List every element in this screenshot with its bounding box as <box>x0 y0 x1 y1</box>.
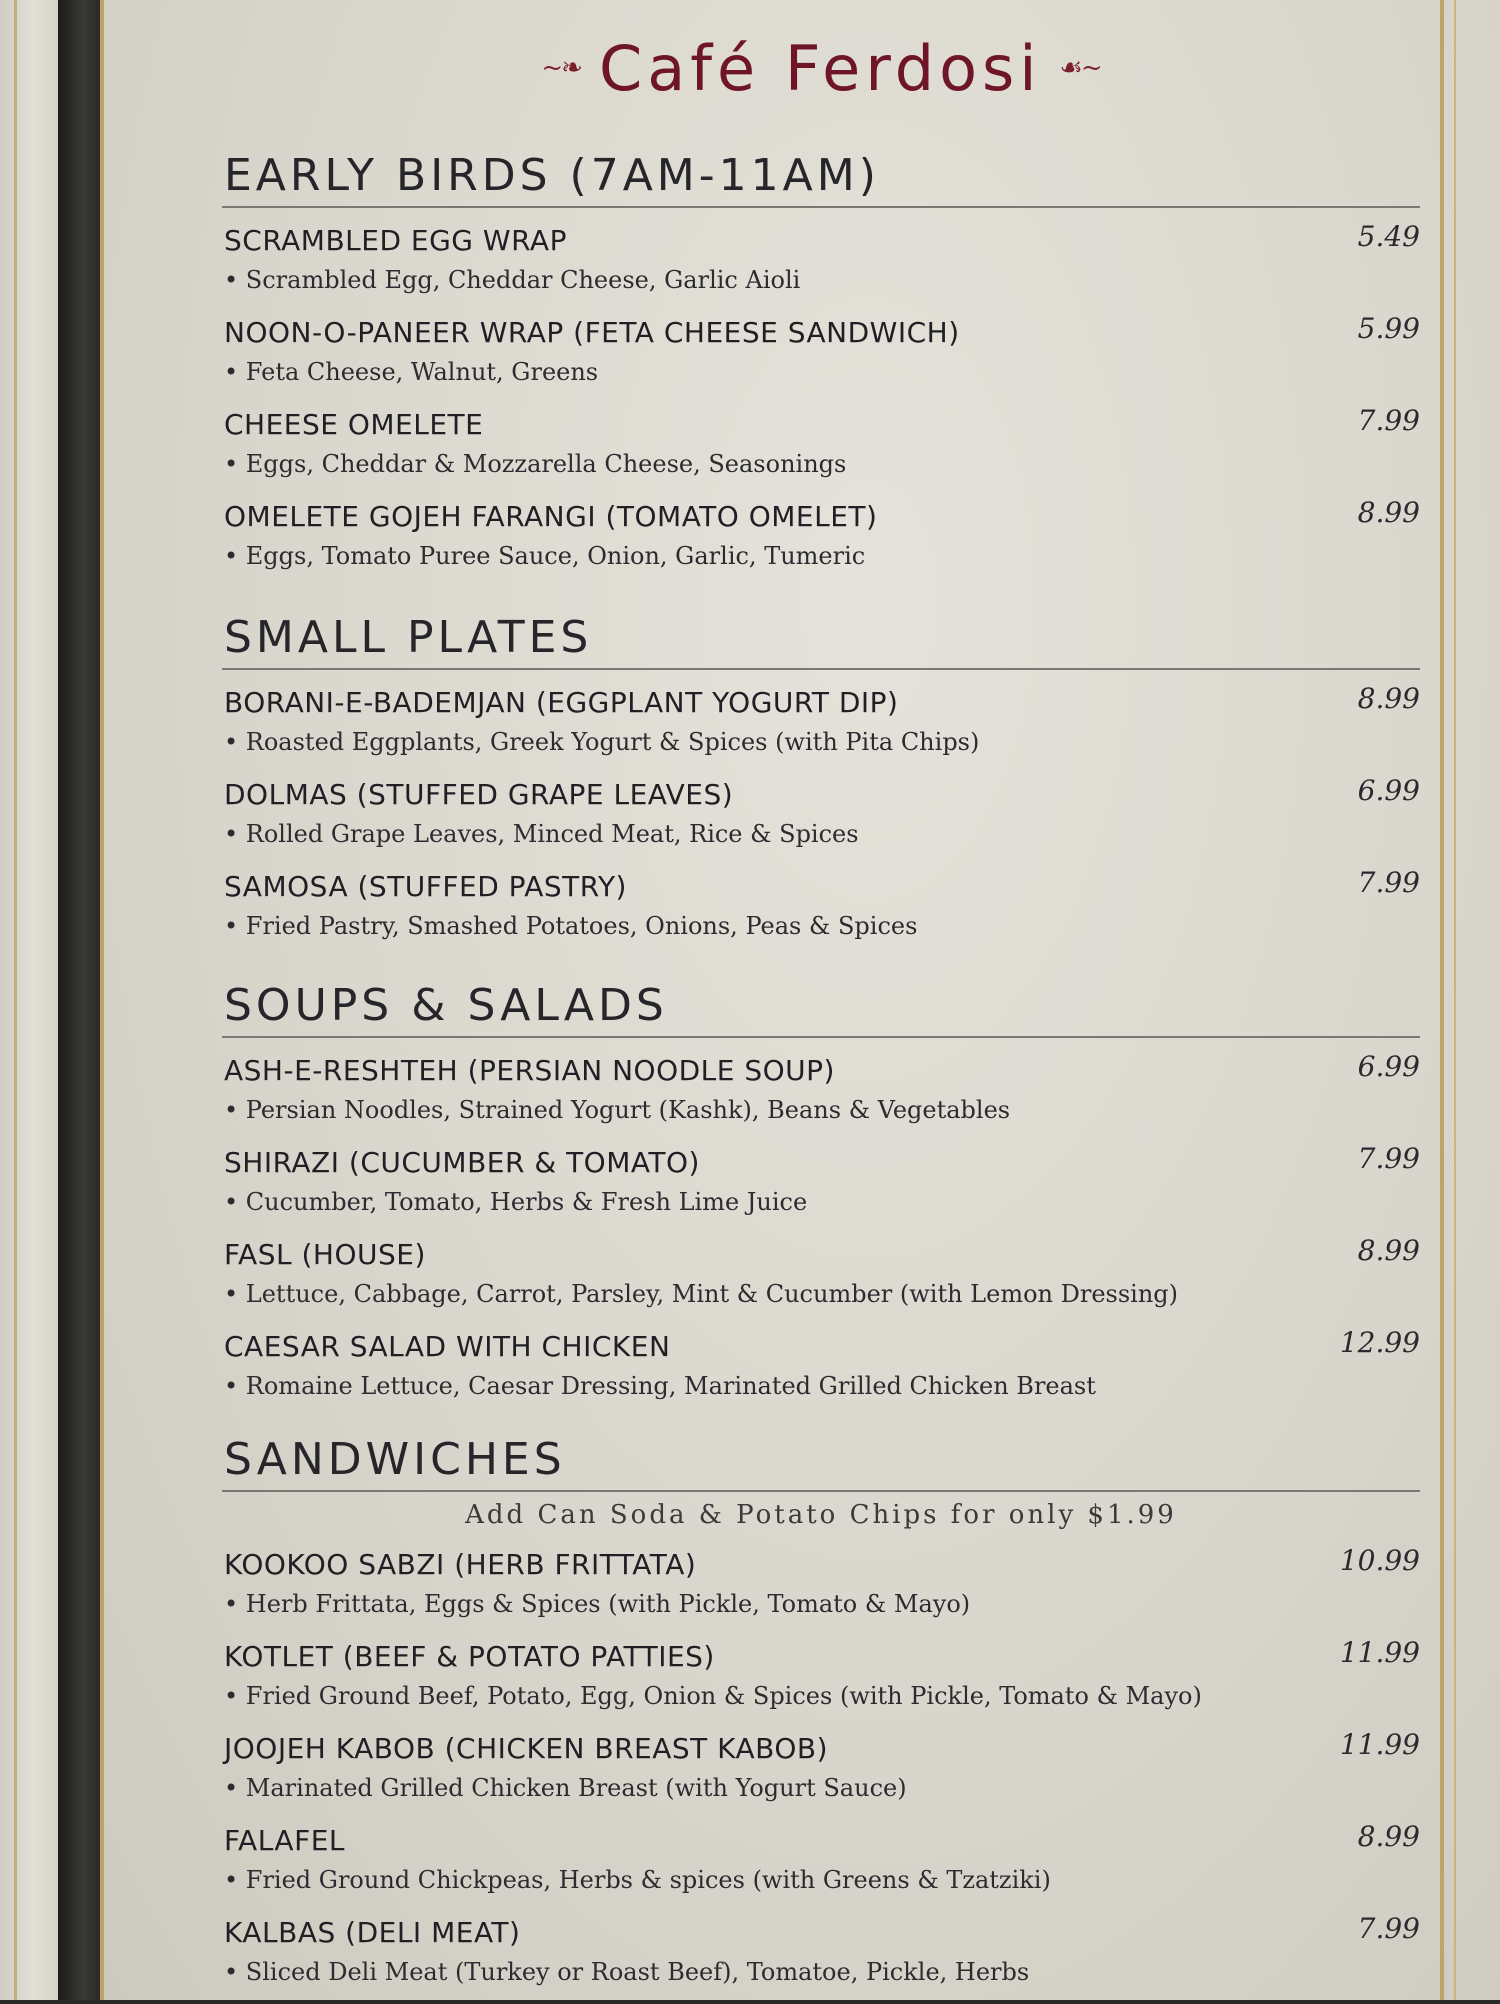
item-price: 5.99 <box>1357 312 1420 345</box>
item-name: CAESAR SALAD WITH CHICKEN <box>224 1330 671 1363</box>
section-heading: SOUPS & SALADS <box>224 980 668 1031</box>
menu-item <box>222 774 1420 866</box>
item-description: • Fried Ground Beef, Potato, Egg, Onion & Spices (with Pickle, Tomato & Mayo) <box>224 1682 1202 1710</box>
menu-section <box>222 978 1420 1418</box>
item-price: 12.99 <box>1339 1326 1420 1359</box>
page-border-left <box>100 0 104 2000</box>
cafe-title: Café Ferdosi <box>598 31 1042 105</box>
section-heading: SANDWICHES <box>224 1434 566 1485</box>
section-heading: SMALL PLATES <box>224 612 593 663</box>
item-price: 6.99 <box>1357 774 1420 807</box>
item-name: FASL (HOUSE) <box>224 1238 426 1271</box>
menu-spine <box>58 0 100 2000</box>
page-border-right <box>1440 0 1444 2000</box>
item-name: ASH-E-RESHTEH (PERSIAN NOODLE SOUP) <box>224 1054 835 1087</box>
right-flourish-icon: ☙~ <box>1059 53 1101 83</box>
item-price: 6.99 <box>1357 1050 1420 1083</box>
item-description: • Feta Cheese, Walnut, Greens <box>224 358 599 386</box>
item-name: KOTLET (BEEF & POTATO PATTIES) <box>224 1640 715 1673</box>
menu-section <box>222 610 1420 958</box>
item-name: SHIRAZI (CUCUMBER & TOMATO) <box>224 1146 700 1179</box>
item-description: • Eggs, Tomato Puree Sauce, Onion, Garlic, Tumeric <box>224 542 866 570</box>
section-divider <box>222 1036 1420 1038</box>
menu-item <box>222 866 1420 958</box>
item-name: CHEESE OMELETE <box>224 408 484 441</box>
menu-item <box>222 1050 1420 1142</box>
menu-item <box>222 404 1420 496</box>
page-border-right-inner <box>1454 0 1456 2000</box>
item-name: KALBAS (DELI MEAT) <box>224 1916 521 1949</box>
item-name: SAMOSA (STUFFED PASTRY) <box>224 870 627 903</box>
menu-page <box>100 0 1500 2000</box>
item-name: JOOJEH KABOB (CHICKEN BREAST KABOB) <box>224 1732 829 1765</box>
item-description: • Scrambled Egg, Cheddar Cheese, Garlic Aioli <box>224 266 801 294</box>
item-price: 7.99 <box>1357 404 1420 437</box>
item-description: • Cucumber, Tomato, Herbs & Fresh Lime Juice <box>224 1188 808 1216</box>
item-price: 7.99 <box>1357 866 1420 899</box>
item-name: FALAFEL <box>224 1824 345 1857</box>
item-price: 5.49 <box>1357 220 1420 253</box>
item-description: • Romaine Lettuce, Caesar Dressing, Marinated Grilled Chicken Breast <box>224 1372 1096 1400</box>
item-description: • Persian Noodles, Strained Yogurt (Kashk), Beans & Vegetables <box>224 1096 1011 1124</box>
item-name: KOOKOO SABZI (HERB FRITTATA) <box>224 1548 697 1581</box>
menu-item <box>222 496 1420 588</box>
item-description: • Lettuce, Cabbage, Carrot, Parsley, Mint & Cucumber (with Lemon Dressing) <box>224 1280 1179 1308</box>
item-description: • Sliced Deli Meat (Turkey or Roast Beef), Tomatoe, Pickle, Herbs <box>224 1958 1030 1986</box>
item-price: 8.99 <box>1357 1234 1420 1267</box>
menu-item <box>222 312 1420 404</box>
item-description: • Rolled Grape Leaves, Minced Meat, Rice & Spices <box>224 820 859 848</box>
item-price: 11.99 <box>1339 1636 1420 1669</box>
item-description: • Herb Frittata, Eggs & Spices (with Pickle, Tomato & Mayo) <box>224 1590 971 1618</box>
section-divider <box>222 206 1420 208</box>
item-name: OMELETE GOJEH FARANGI (TOMATO OMELET) <box>224 500 878 533</box>
menu-item <box>222 1636 1420 1728</box>
menu-content <box>222 0 1420 2000</box>
section-divider <box>222 668 1420 670</box>
menu-item <box>222 1234 1420 1326</box>
item-name: BORANI-E-BADEMJAN (EGGPLANT YOGURT DIP) <box>224 686 899 719</box>
menu-item <box>222 1728 1420 1820</box>
adjacent-page <box>0 0 58 2000</box>
menu-item <box>222 1820 1420 1912</box>
menu-item <box>222 1142 1420 1234</box>
menu-item <box>222 220 1420 312</box>
item-name: DOLMAS (STUFFED GRAPE LEAVES) <box>224 778 734 811</box>
item-price: 8.99 <box>1357 496 1420 529</box>
section-heading: EARLY BIRDS (7AM-11AM) <box>224 150 880 201</box>
section-divider <box>222 1490 1420 1492</box>
menu-item <box>222 1912 1420 2004</box>
item-description: • Fried Ground Chickpeas, Herbs & spices (with Greens & Tzatziki) <box>224 1866 1051 1894</box>
menu-item <box>222 1544 1420 1636</box>
item-description: • Roasted Eggplants, Greek Yogurt & Spices (with Pita Chips) <box>224 728 980 756</box>
item-price: 11.99 <box>1339 1728 1420 1761</box>
item-description: • Eggs, Cheddar & Mozzarella Cheese, Seasonings <box>224 450 847 478</box>
item-price: 8.99 <box>1357 1820 1420 1853</box>
menu-section <box>222 1432 1420 2004</box>
left-flourish-icon: ~❧ <box>541 53 581 83</box>
item-price: 7.99 <box>1357 1912 1420 1945</box>
item-price: 10.99 <box>1339 1544 1420 1577</box>
section-note: Add Can Soda & Potato Chips for only $1.99 <box>465 1500 1177 1530</box>
item-price: 7.99 <box>1357 1142 1420 1175</box>
item-name: SCRAMBLED EGG WRAP <box>224 224 567 257</box>
menu-item <box>222 1326 1420 1418</box>
item-description: • Fried Pastry, Smashed Potatoes, Onions, Peas & Spices <box>224 912 918 940</box>
adjacent-page-rule <box>14 0 17 2000</box>
item-price: 8.99 <box>1357 682 1420 715</box>
menu-item <box>222 682 1420 774</box>
title-row <box>222 28 1420 108</box>
item-name: NOON-O-PANEER WRAP (FETA CHEESE SANDWICH) <box>224 316 960 349</box>
menu-section <box>222 148 1420 588</box>
item-description: • Marinated Grilled Chicken Breast (with Yogurt Sauce) <box>224 1774 907 1802</box>
